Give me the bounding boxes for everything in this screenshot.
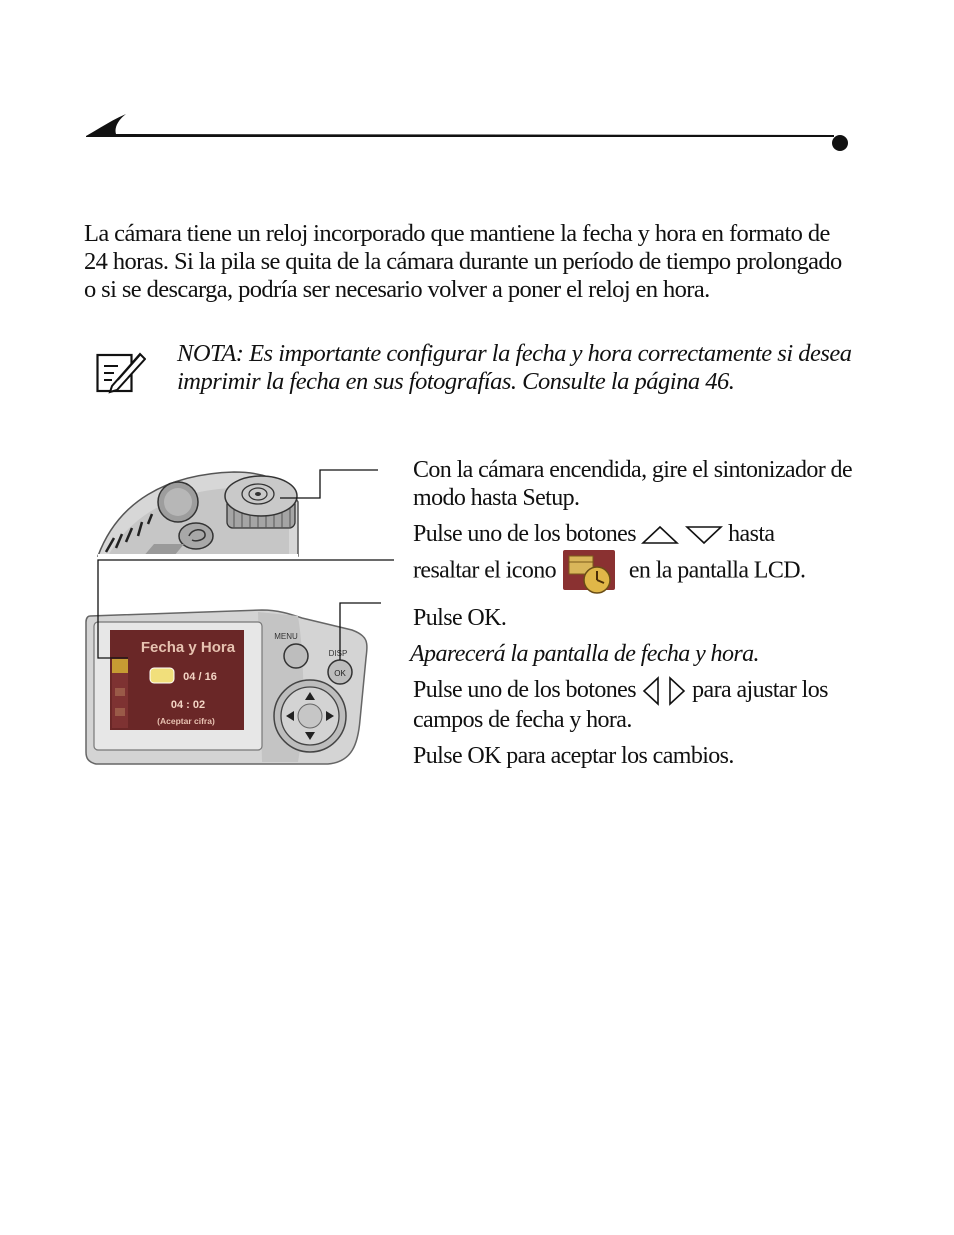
lcd-date: 04 / 16 <box>183 671 217 683</box>
small-button <box>179 523 213 549</box>
header-rule <box>86 108 856 156</box>
lcd-clock-icon <box>112 659 128 673</box>
camera-top-view <box>98 472 298 558</box>
intro-paragraph: La cámara tiene un reloj incorporado que mantiene la fecha y hora en formato de 24 horas. Si la pila se quita de la cámara durante un período de tiempo prolongado o si se descarga, podría ser necesario volver a poner el reloj en hora. <box>84 220 842 303</box>
note-text: NOTA: Es importante configurar la fecha y hora correctamente si desea imprimir la fecha en sus fotografías. Consulte la página 46. <box>177 340 852 395</box>
ok-label: OK <box>334 669 346 678</box>
lcd-title: Fecha y Hora <box>140 639 236 656</box>
disp-label: DISP <box>328 649 348 658</box>
down-arrow-icon <box>685 525 723 545</box>
step-2: Pulse uno de los botones hasta resaltar el icono en la pantalla LCD. <box>413 520 853 596</box>
lcd-time: 04 : 02 <box>170 699 206 711</box>
step-4: Aparecerá la pantalla de fecha y hora. <box>410 641 759 667</box>
step-6: Pulse OK para aceptar los cambios. <box>413 743 734 770</box>
camera-figure <box>84 462 414 768</box>
right-arrow-icon <box>667 676 687 706</box>
camera-back-view <box>86 610 367 764</box>
date-time-clock-icon <box>561 548 617 596</box>
step-1: Con la cámara encendida, gire el sintonizador de modo hasta Setup. <box>413 457 853 511</box>
mode-dial <box>225 476 297 528</box>
left-arrow-icon <box>641 676 661 706</box>
lcd-screen <box>110 630 244 730</box>
note-pencil-icon <box>96 350 146 394</box>
step-5: Pulse uno de los botones para ajustar los campos de fecha y hora. <box>413 677 828 734</box>
steps-list <box>410 456 853 778</box>
menu-button <box>284 644 308 668</box>
directional-pad <box>274 680 346 752</box>
lcd-accept: (Aceptar cifra) <box>157 716 215 726</box>
menu-label: MENU <box>274 632 298 641</box>
up-arrow-icon <box>641 525 679 545</box>
step-3: Pulse OK. <box>413 605 507 631</box>
